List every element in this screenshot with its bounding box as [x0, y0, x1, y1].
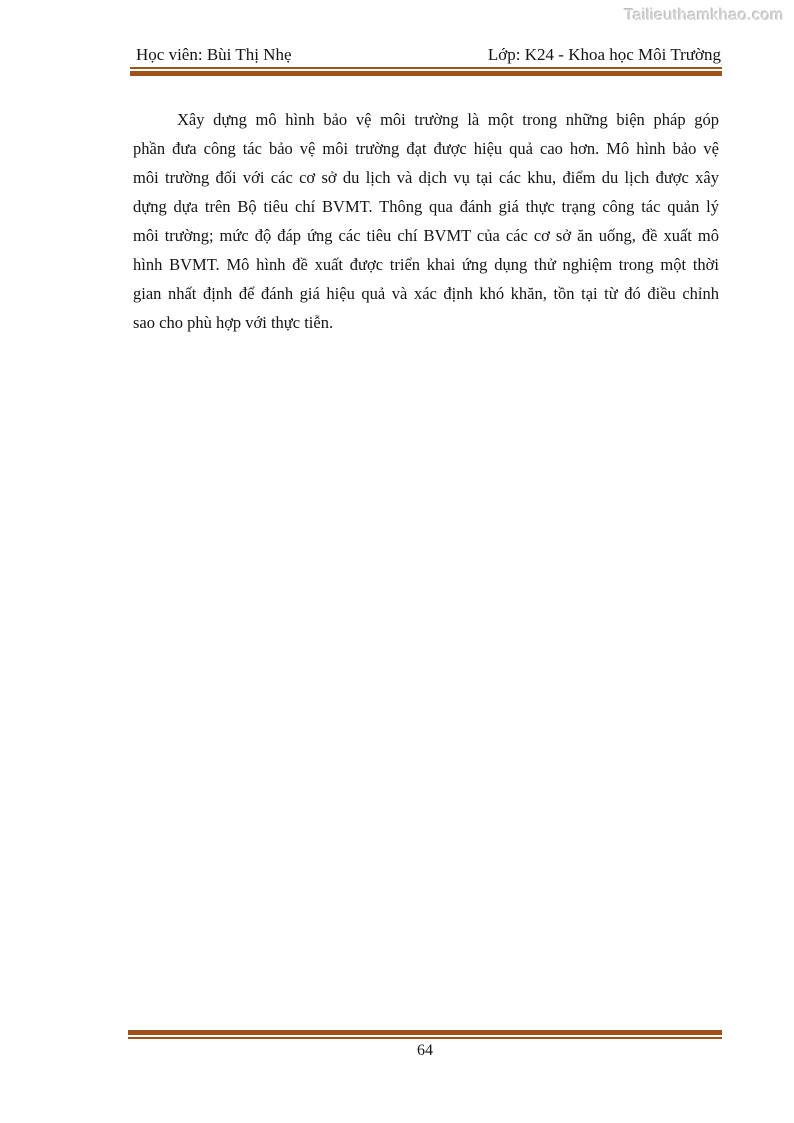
page-number: 64	[417, 1042, 433, 1059]
footer-rule	[128, 1030, 722, 1039]
paragraph-line: môi trường; mức độ đáp ứng các tiêu chí BVMT của các cơ sở ăn uống, đề xuất mô	[133, 226, 719, 245]
page-footer	[128, 1030, 722, 1061]
paragraph-line: sao cho phù hợp với thực tiễn.	[133, 313, 334, 332]
paragraph-line: phần đưa công tác bảo vệ môi trường đạt được hiệu quả cao hơn. Mô hình bảo vệ	[133, 139, 719, 158]
body-paragraph	[133, 105, 719, 337]
header-class-name: Lớp: K24 - Khoa học Môi Trường	[487, 45, 721, 64]
paragraph-line: gian nhất định để đánh giá hiệu quả và xác định khó khăn, tồn tại từ đó điều chỉnh	[133, 284, 719, 303]
page-header	[130, 44, 722, 76]
paragraph-line: dựng dựa trên Bộ tiêu chí BVMT. Thông qua đánh giá thực trạng công tác quản lý	[133, 197, 719, 216]
paragraph-line: môi trường đối với các cơ sở du lịch và dịch vụ tại các khu, điểm du lịch được xây	[133, 168, 719, 187]
header-student-name: Học viên: Bùi Thị Nhẹ	[136, 45, 292, 64]
watermark-site-label: Tailieuthamkhao.com	[624, 7, 784, 24]
paragraph-line: hình BVMT. Mô hình đề xuất được triển khai ứng dụng thử nghiệm trong một thời	[133, 255, 719, 274]
header-row	[130, 44, 722, 65]
header-rule	[130, 67, 722, 76]
paragraph-line: Xây dựng mô hình bảo vệ môi trường là một trong những biện pháp góp	[177, 110, 719, 129]
